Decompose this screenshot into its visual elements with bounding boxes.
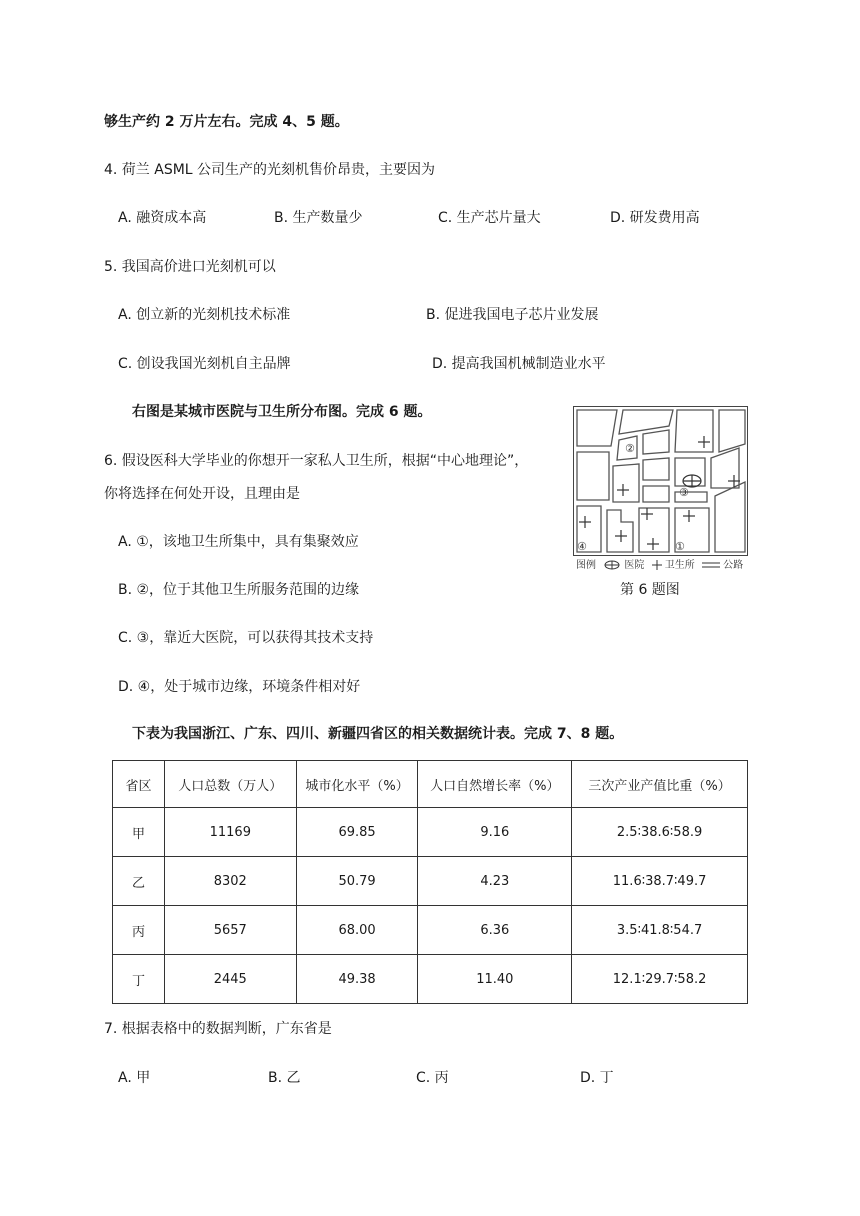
table-cell: 12.1∶29.7∶58.2	[572, 955, 748, 1004]
q6-stem-line1: 6. 假设医科大学毕业的你想开一家私人卫生所，根据“中心地理论”，	[104, 453, 529, 469]
q5-option-c: C. 创设我国光刻机自主品牌	[118, 356, 291, 372]
table-row	[113, 906, 748, 955]
table-cell: 69.85	[296, 808, 418, 857]
q7-option-a: A. 甲	[118, 1070, 151, 1086]
map-label-1: ①	[675, 540, 685, 553]
table-cell: 11.40	[418, 955, 572, 1004]
q7-option-d: D. 丁	[580, 1070, 614, 1086]
table-cell: 6.36	[418, 906, 572, 955]
q4-option-c: C. 生产芯片量大	[438, 210, 541, 226]
clinic-icon	[652, 560, 662, 570]
table-header: 省区	[113, 761, 165, 808]
q7-option-b: B. 乙	[268, 1070, 301, 1086]
table-cell: 3.5∶41.8∶54.7	[572, 906, 748, 955]
table-header: 人口总数（万人）	[164, 761, 296, 808]
q6-option-a: A. ①，该地卫生所集中，具有集聚效应	[118, 534, 359, 550]
map-intro: 右图是某城市医院与卫生所分布图。完成 6 题。	[132, 404, 432, 420]
q6-stem-line2: 你将选择在何处开设，且理由是	[104, 486, 300, 502]
table-row	[113, 955, 748, 1004]
table-header: 三次产业产值比重（%）	[572, 761, 748, 808]
city-map-figure	[573, 406, 748, 556]
table-cell: 8302	[164, 857, 296, 906]
q4-option-b: B. 生产数量少	[274, 210, 363, 226]
map-label-3: ③	[679, 486, 689, 499]
table-row	[113, 857, 748, 906]
table-intro: 下表为我国浙江、广东、四川、新疆四省区的相关数据统计表。完成 7、8 题。	[132, 726, 624, 742]
table-header: 人口自然增长率（%）	[418, 761, 572, 808]
table-cell: 50.79	[296, 857, 418, 906]
table-cell: 4.23	[418, 857, 572, 906]
table-cell: 49.38	[296, 955, 418, 1004]
legend-title: 图例	[576, 560, 596, 571]
q7-stem: 7. 根据表格中的数据判断，广东省是	[104, 1021, 332, 1037]
q5-option-d: D. 提高我国机械制造业水平	[432, 356, 606, 372]
q4-option-d: D. 研发费用高	[610, 210, 700, 226]
table-cell: 11.6∶38.7∶49.7	[572, 857, 748, 906]
q5-option-b: B. 促进我国电子芯片业发展	[426, 307, 599, 323]
map-label-2: ②	[625, 442, 635, 455]
table-row	[113, 808, 748, 857]
q5-stem: 5. 我国高价进口光刻机可以	[104, 259, 276, 275]
table-cell: 11169	[164, 808, 296, 857]
table-cell: 丙	[113, 906, 165, 955]
intro-line: 够生产约 2 万片左右。完成 4、5 题。	[104, 114, 349, 130]
legend-hospital: 医院	[624, 560, 645, 571]
q5-option-a: A. 创立新的光刻机技术标准	[118, 307, 291, 323]
table-cell: 2445	[164, 955, 296, 1004]
table-cell: 9.16	[418, 808, 572, 857]
q7-option-c: C. 丙	[416, 1070, 449, 1086]
table-cell: 丁	[113, 955, 165, 1004]
map-legend	[576, 556, 743, 571]
map-label-4: ④	[577, 540, 587, 553]
table-cell: 乙	[113, 857, 165, 906]
q4-option-a: A. 融资成本高	[118, 210, 207, 226]
hospital-icon	[603, 560, 621, 570]
q6-option-b: B. ②，位于其他卫生所服务范围的边缘	[118, 582, 360, 598]
table-cell: 68.00	[296, 906, 418, 955]
table-header: 城市化水平（%）	[296, 761, 418, 808]
legend-clinic: 卫生所	[664, 560, 695, 571]
q6-option-c: C. ③，靠近大医院，可以获得其技术支持	[118, 630, 374, 646]
table-cell: 2.5∶38.6∶58.9	[572, 808, 748, 857]
table-header-row	[113, 761, 748, 808]
map-caption: 第 6 题图	[620, 582, 680, 598]
road-icon	[702, 560, 720, 570]
table-cell: 5657	[164, 906, 296, 955]
province-data-table	[112, 760, 748, 1004]
table-cell: 甲	[113, 808, 165, 857]
legend-road: 公路	[723, 560, 744, 571]
q6-option-d: D. ④，处于城市边缘，环境条件相对好	[118, 679, 361, 695]
city-map	[573, 406, 748, 556]
q4-stem: 4. 荷兰 ASML 公司生产的光刻机售价昂贵，主要因为	[104, 162, 436, 178]
